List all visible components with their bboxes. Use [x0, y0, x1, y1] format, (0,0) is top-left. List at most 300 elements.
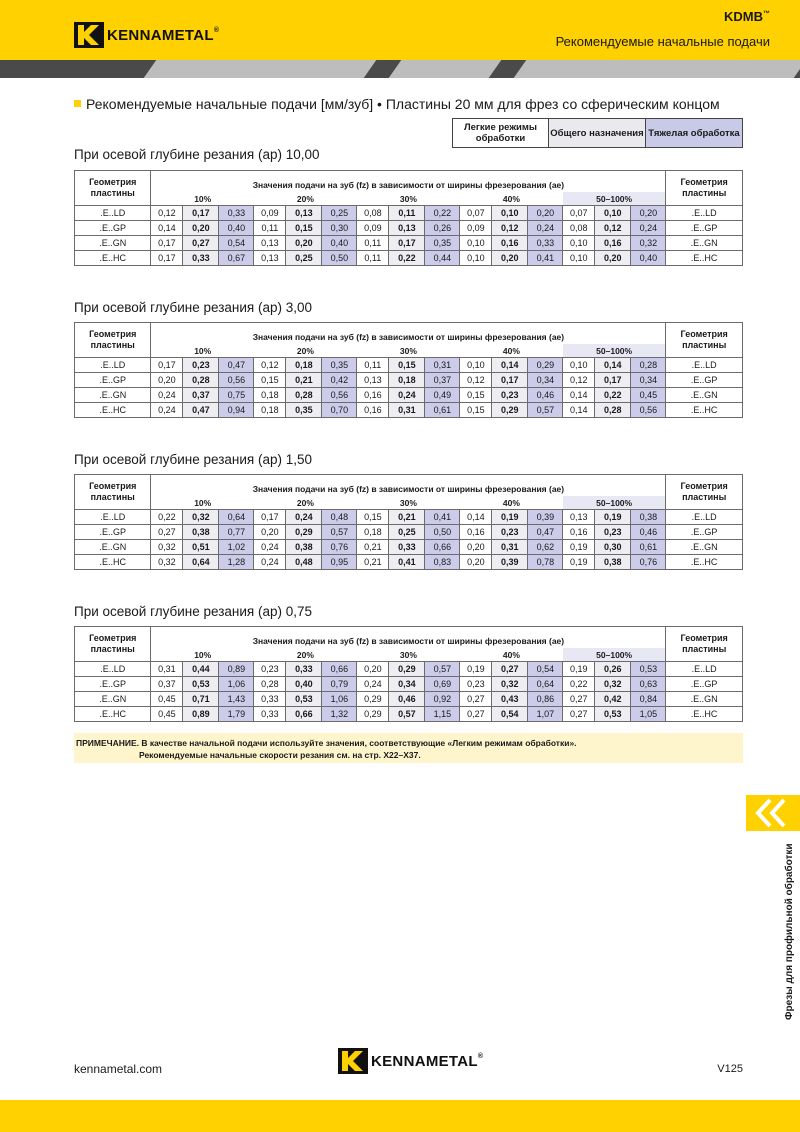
feed-value: 0,17: [595, 373, 631, 388]
width-header: 10%: [151, 192, 254, 206]
feed-value: 0,13: [389, 221, 425, 236]
feed-value: 0,10: [492, 206, 528, 221]
geometry-name-right: .E..GP: [666, 525, 743, 540]
feed-value: 0,95: [322, 555, 357, 570]
table-row: [75, 707, 743, 722]
table-row: [75, 555, 743, 570]
feed-value: 0,19: [460, 662, 492, 677]
feed-value: 0,32: [151, 555, 183, 570]
feed-value: 0,47: [528, 525, 563, 540]
geometry-name-right: .E..GN: [666, 540, 743, 555]
feed-value: 0,29: [528, 358, 563, 373]
geometry-name-right: .E..GP: [666, 221, 743, 236]
feed-value: 0,15: [357, 510, 389, 525]
feed-value: 0,64: [219, 510, 254, 525]
feed-value: 0,30: [322, 221, 357, 236]
feed-value: 1,15: [425, 707, 460, 722]
feed-value: 0,16: [357, 403, 389, 418]
width-header: 20%: [254, 344, 357, 358]
feed-value: 0,66: [322, 662, 357, 677]
table-row: [75, 525, 743, 540]
geometry-header: Геометрия пластины: [75, 627, 151, 662]
feed-value: 0,16: [595, 236, 631, 251]
kennametal-k-icon: [74, 22, 104, 48]
feed-value: 0,27: [492, 662, 528, 677]
feed-value: 0,57: [322, 525, 357, 540]
feed-value: 0,89: [183, 707, 219, 722]
feed-value: 0,29: [357, 707, 389, 722]
feed-value: 0,22: [425, 206, 460, 221]
feed-value: 0,18: [286, 358, 322, 373]
table-row: [75, 403, 743, 418]
width-header: 50–100%: [563, 344, 666, 358]
feed-value: 1,05: [631, 707, 666, 722]
width-header: 50–100%: [563, 648, 666, 662]
feed-value: 0,41: [425, 510, 460, 525]
feed-value: 0,29: [357, 692, 389, 707]
feed-value: 0,17: [254, 510, 286, 525]
geometry-name-right: .E..HC: [666, 251, 743, 266]
feed-value: 0,23: [254, 662, 286, 677]
feed-value: 0,14: [563, 403, 595, 418]
feed-value: 0,26: [595, 662, 631, 677]
feed-value: 0,32: [492, 677, 528, 692]
feed-value: 0,53: [595, 707, 631, 722]
geometry-name: .E..HC: [75, 555, 151, 570]
feed-value: 0,12: [254, 358, 286, 373]
table-row: [75, 206, 743, 221]
feed-value: 0,92: [425, 692, 460, 707]
table-row: [75, 662, 743, 677]
depth-title: При осевой глубине резания (ap) 0,75: [74, 604, 312, 619]
legend-general: Общего назначения: [548, 119, 645, 147]
feed-value: 0,27: [460, 707, 492, 722]
geometry-header: Геометрия пластины: [75, 323, 151, 358]
feed-value: 0,21: [389, 510, 425, 525]
feed-value: 0,37: [151, 677, 183, 692]
feed-value: 0,24: [389, 388, 425, 403]
feed-value: 0,43: [492, 692, 528, 707]
width-header: 40%: [460, 648, 563, 662]
feed-value: 0,33: [183, 251, 219, 266]
feed-value: 0,08: [563, 221, 595, 236]
feed-value: 0,17: [151, 251, 183, 266]
geometry-name-right: .E..HC: [666, 555, 743, 570]
table-row: [75, 236, 743, 251]
feed-value: 0,33: [219, 206, 254, 221]
feed-value: 0,56: [219, 373, 254, 388]
section-title: Рекомендуемые начальные подачи [мм/зуб] • Пластины 20 мм для фрез со сферическим концом: [74, 96, 720, 112]
feed-value: 0,10: [460, 236, 492, 251]
feed-value: 0,11: [357, 236, 389, 251]
feed-value: 0,17: [151, 358, 183, 373]
feed-value: 0,48: [286, 555, 322, 570]
feed-value: 0,32: [631, 236, 666, 251]
geometry-name-right: .E..LD: [666, 510, 743, 525]
geometry-name: .E..GP: [75, 525, 151, 540]
feed-value: 0,16: [563, 525, 595, 540]
feed-value: 0,42: [595, 692, 631, 707]
feed-value: 0,34: [528, 373, 563, 388]
feed-value: 0,23: [492, 388, 528, 403]
feed-value: 0,16: [357, 388, 389, 403]
feed-value: 0,24: [254, 540, 286, 555]
feed-value: 0,45: [151, 692, 183, 707]
chevron-left-icon: [746, 795, 800, 831]
feed-value: 0,39: [528, 510, 563, 525]
feed-value: 0,47: [183, 403, 219, 418]
feed-value: 0,31: [425, 358, 460, 373]
width-header: 20%: [254, 192, 357, 206]
feed-value: 0,56: [631, 403, 666, 418]
feed-value: 0,27: [460, 692, 492, 707]
feed-value: 0,40: [631, 251, 666, 266]
feed-value: 0,17: [492, 373, 528, 388]
feed-value: 0,94: [219, 403, 254, 418]
feed-value: 0,38: [183, 525, 219, 540]
feed-header: Значения подачи на зуб (fz) в зависимости от ширины фрезерования (ae): [151, 323, 666, 345]
feed-value: 0,15: [286, 221, 322, 236]
feed-value: 0,47: [219, 358, 254, 373]
feed-value: 0,35: [322, 358, 357, 373]
feed-value: 0,16: [492, 236, 528, 251]
feed-value: 0,57: [528, 403, 563, 418]
feed-value: 0,79: [322, 677, 357, 692]
geometry-name-right: .E..GN: [666, 236, 743, 251]
feed-value: 0,38: [631, 510, 666, 525]
feed-value: 0,56: [322, 388, 357, 403]
feed-value: 0,35: [425, 236, 460, 251]
width-header: 40%: [460, 192, 563, 206]
feed-value: 0,69: [425, 677, 460, 692]
feed-value: 0,25: [322, 206, 357, 221]
feed-value: 0,19: [595, 510, 631, 525]
feed-value: 0,20: [254, 525, 286, 540]
brand-reg: ®: [213, 26, 220, 34]
feed-value: 0,19: [563, 555, 595, 570]
feed-value: 0,22: [595, 388, 631, 403]
feed-value: 0,24: [357, 677, 389, 692]
mode-legend: [452, 118, 743, 148]
feed-value: 0,57: [389, 707, 425, 722]
feed-value: 0,24: [528, 221, 563, 236]
feed-value: 0,11: [357, 358, 389, 373]
page-number: V125: [717, 1063, 743, 1075]
note-line-1: ПРИМЕЧАНИЕ. В качестве начальной подачи используйте значения, соответствующие «Легким режимам обработки».: [76, 738, 577, 748]
feed-value: 1,06: [322, 692, 357, 707]
feed-value: 0,10: [563, 236, 595, 251]
feed-value: 0,15: [460, 403, 492, 418]
feed-value: 0,53: [631, 662, 666, 677]
feed-header: Значения подачи на зуб (fz) в зависимости от ширины фрезерования (ae): [151, 627, 666, 649]
feed-value: 0,27: [183, 236, 219, 251]
feed-value: 0,84: [631, 692, 666, 707]
geometry-name: .E..LD: [75, 510, 151, 525]
feed-table: [74, 322, 743, 418]
width-header: 10%: [151, 648, 254, 662]
feed-value: 0,83: [425, 555, 460, 570]
width-header: 50–100%: [563, 496, 666, 510]
header-stripes: [0, 60, 800, 78]
feed-value: 0,45: [631, 388, 666, 403]
feed-value: 0,14: [151, 221, 183, 236]
feed-value: 0,21: [286, 373, 322, 388]
feed-value: 0,13: [254, 236, 286, 251]
feed-value: 0,33: [389, 540, 425, 555]
width-header: 30%: [357, 496, 460, 510]
feed-value: 0,23: [595, 525, 631, 540]
feed-value: 0,20: [357, 662, 389, 677]
feed-value: 0,27: [151, 525, 183, 540]
feed-value: 0,54: [492, 707, 528, 722]
width-header: 20%: [254, 496, 357, 510]
width-header: 10%: [151, 496, 254, 510]
feed-value: 0,29: [389, 662, 425, 677]
feed-value: 0,20: [460, 540, 492, 555]
feed-value: 0,28: [631, 358, 666, 373]
feed-value: 0,57: [425, 662, 460, 677]
geometry-header-right: Геометрия пластины: [666, 475, 743, 510]
feed-value: 0,50: [322, 251, 357, 266]
feed-value: 0,12: [595, 221, 631, 236]
geometry-name: .E..GN: [75, 388, 151, 403]
feed-value: 0,28: [286, 388, 322, 403]
feed-value: 0,86: [528, 692, 563, 707]
table-row: [75, 540, 743, 555]
feed-value: 0,20: [151, 373, 183, 388]
footer-logo: [338, 1048, 483, 1074]
feed-value: 0,18: [254, 403, 286, 418]
footer-url[interactable]: kennametal.com: [74, 1062, 163, 1076]
feed-value: 0,18: [389, 373, 425, 388]
feed-value: 0,51: [183, 540, 219, 555]
feed-value: 0,44: [425, 251, 460, 266]
feed-value: 0,44: [183, 662, 219, 677]
feed-value: 0,14: [492, 358, 528, 373]
feed-value: 0,46: [389, 692, 425, 707]
feed-value: 0,41: [389, 555, 425, 570]
width-header: 30%: [357, 344, 460, 358]
feed-value: 0,32: [595, 677, 631, 692]
geometry-name-right: .E..GP: [666, 677, 743, 692]
width-header: 40%: [460, 344, 563, 358]
feed-value: 0,16: [460, 525, 492, 540]
feed-value: 1,06: [219, 677, 254, 692]
feed-value: 0,20: [460, 555, 492, 570]
feed-value: 0,23: [492, 525, 528, 540]
feed-value: 0,33: [254, 692, 286, 707]
geometry-name: .E..HC: [75, 403, 151, 418]
width-header: 20%: [254, 648, 357, 662]
feed-value: 0,77: [219, 525, 254, 540]
feed-value: 0,15: [254, 373, 286, 388]
product-tm: ™: [763, 10, 770, 18]
table-row: [75, 510, 743, 525]
width-header: 30%: [357, 192, 460, 206]
feed-value: 0,10: [563, 251, 595, 266]
feed-table: [74, 170, 743, 266]
feed-value: 0,64: [528, 677, 563, 692]
feed-value: 0,22: [389, 251, 425, 266]
feed-value: 0,42: [322, 373, 357, 388]
feed-value: 0,40: [322, 236, 357, 251]
feed-value: 0,15: [389, 358, 425, 373]
legend-light: Легкие режимы обработки: [453, 119, 548, 147]
feed-value: 0,39: [492, 555, 528, 570]
geometry-name: .E..LD: [75, 662, 151, 677]
feed-value: 0,13: [254, 251, 286, 266]
geometry-name: .E..HC: [75, 707, 151, 722]
feed-value: 0,75: [219, 388, 254, 403]
feed-value: 0,46: [528, 388, 563, 403]
geometry-name: .E..GN: [75, 236, 151, 251]
feed-table: [74, 474, 743, 570]
table-row: [75, 692, 743, 707]
feed-value: 0,46: [631, 525, 666, 540]
feed-value: 0,14: [595, 358, 631, 373]
footer-bar: [0, 1100, 800, 1132]
table-row: [75, 251, 743, 266]
feed-value: 0,34: [389, 677, 425, 692]
feed-value: 0,33: [528, 236, 563, 251]
geometry-header-right: Геометрия пластины: [666, 171, 743, 206]
geometry-name: .E..GP: [75, 373, 151, 388]
feed-value: 0,26: [425, 221, 460, 236]
geometry-header-right: Геометрия пластины: [666, 323, 743, 358]
feed-value: 0,07: [563, 206, 595, 221]
table-row: [75, 221, 743, 236]
feed-value: 0,17: [151, 236, 183, 251]
feed-value: 1,32: [322, 707, 357, 722]
feed-value: 0,09: [460, 221, 492, 236]
note-box: [74, 733, 743, 763]
depth-title: При осевой глубине резания (ap) 3,00: [74, 300, 312, 315]
feed-value: 0,10: [595, 206, 631, 221]
feed-value: 0,10: [460, 358, 492, 373]
feed-value: 0,32: [151, 540, 183, 555]
feed-value: 0,10: [460, 251, 492, 266]
feed-header: Значения подачи на зуб (fz) в зависимости от ширины фрезерования (ae): [151, 475, 666, 497]
footer-brand-name: KENNAMETAL: [371, 1052, 478, 1070]
feed-value: 0,49: [425, 388, 460, 403]
feed-value: 0,41: [528, 251, 563, 266]
feed-value: 0,50: [425, 525, 460, 540]
feed-value: 0,89: [219, 662, 254, 677]
feed-value: 0,19: [563, 662, 595, 677]
feed-value: 0,19: [563, 540, 595, 555]
feed-value: 0,24: [631, 221, 666, 236]
feed-value: 0,25: [389, 525, 425, 540]
feed-value: 0,14: [460, 510, 492, 525]
feed-value: 0,15: [460, 388, 492, 403]
side-label: Фрезы для профильной обработки: [784, 843, 795, 1020]
geometry-name: .E..GP: [75, 221, 151, 236]
feed-value: 0,29: [492, 403, 528, 418]
width-header: 10%: [151, 344, 254, 358]
feed-value: 0,11: [357, 251, 389, 266]
feed-value: 0,31: [492, 540, 528, 555]
feed-value: 0,25: [286, 251, 322, 266]
feed-value: 0,76: [631, 555, 666, 570]
geometry-name-right: .E..HC: [666, 707, 743, 722]
geometry-name-right: .E..HC: [666, 403, 743, 418]
feed-value: 0,37: [425, 373, 460, 388]
feed-value: 0,35: [286, 403, 322, 418]
geometry-name: .E..LD: [75, 206, 151, 221]
header-info: [556, 9, 770, 49]
table-row: [75, 677, 743, 692]
feed-value: 0,20: [631, 206, 666, 221]
legend-heavy: Тяжелая обработка: [645, 119, 742, 147]
feed-value: 0,32: [183, 510, 219, 525]
geometry-name: .E..GN: [75, 540, 151, 555]
table-row: [75, 388, 743, 403]
product-title: KDMB: [724, 9, 763, 24]
feed-header: Значения подачи на зуб (fz) в зависимости от ширины фрезерования (ae): [151, 171, 666, 193]
feed-value: 0,22: [563, 677, 595, 692]
footer-brand-reg: ®: [477, 1052, 484, 1060]
feed-value: 0,12: [460, 373, 492, 388]
feed-value: 0,64: [183, 555, 219, 570]
feed-value: 1,79: [219, 707, 254, 722]
feed-value: 0,13: [357, 373, 389, 388]
feed-value: 0,28: [183, 373, 219, 388]
feed-value: 0,17: [183, 206, 219, 221]
feed-value: 0,18: [254, 388, 286, 403]
feed-value: 0,66: [286, 707, 322, 722]
feed-value: 0,19: [492, 510, 528, 525]
feed-value: 1,02: [219, 540, 254, 555]
feed-value: 0,21: [357, 555, 389, 570]
depth-title: При осевой глубине резания (ap) 1,50: [74, 452, 312, 467]
feed-value: 0,24: [254, 555, 286, 570]
feed-value: 1,43: [219, 692, 254, 707]
feed-value: 0,17: [389, 236, 425, 251]
feed-value: 0,23: [460, 677, 492, 692]
feed-value: 0,67: [219, 251, 254, 266]
feed-value: 0,23: [183, 358, 219, 373]
feed-value: 0,22: [151, 510, 183, 525]
feed-value: 0,11: [389, 206, 425, 221]
brand-name: KENNAMETAL: [107, 26, 214, 44]
feed-value: 0,20: [286, 236, 322, 251]
width-header: 30%: [357, 648, 460, 662]
feed-value: 0,09: [357, 221, 389, 236]
geometry-name: .E..HC: [75, 251, 151, 266]
feed-value: 0,78: [528, 555, 563, 570]
geometry-header: Геометрия пластины: [75, 475, 151, 510]
feed-value: 0,10: [563, 358, 595, 373]
feed-value: 0,24: [286, 510, 322, 525]
geometry-name-right: .E..GP: [666, 373, 743, 388]
feed-value: 0,28: [595, 403, 631, 418]
feed-value: 0,71: [183, 692, 219, 707]
feed-value: 1,07: [528, 707, 563, 722]
width-header: 50–100%: [563, 192, 666, 206]
feed-value: 0,11: [254, 221, 286, 236]
feed-value: 0,40: [286, 677, 322, 692]
feed-value: 0,31: [151, 662, 183, 677]
geometry-name-right: .E..LD: [666, 358, 743, 373]
feed-value: 0,61: [425, 403, 460, 418]
geometry-name: .E..GP: [75, 677, 151, 692]
feed-value: 0,14: [563, 388, 595, 403]
geometry-name-right: .E..GN: [666, 388, 743, 403]
feed-value: 0,29: [286, 525, 322, 540]
feed-value: 0,20: [183, 221, 219, 236]
feed-value: 0,61: [631, 540, 666, 555]
table-row: [75, 373, 743, 388]
